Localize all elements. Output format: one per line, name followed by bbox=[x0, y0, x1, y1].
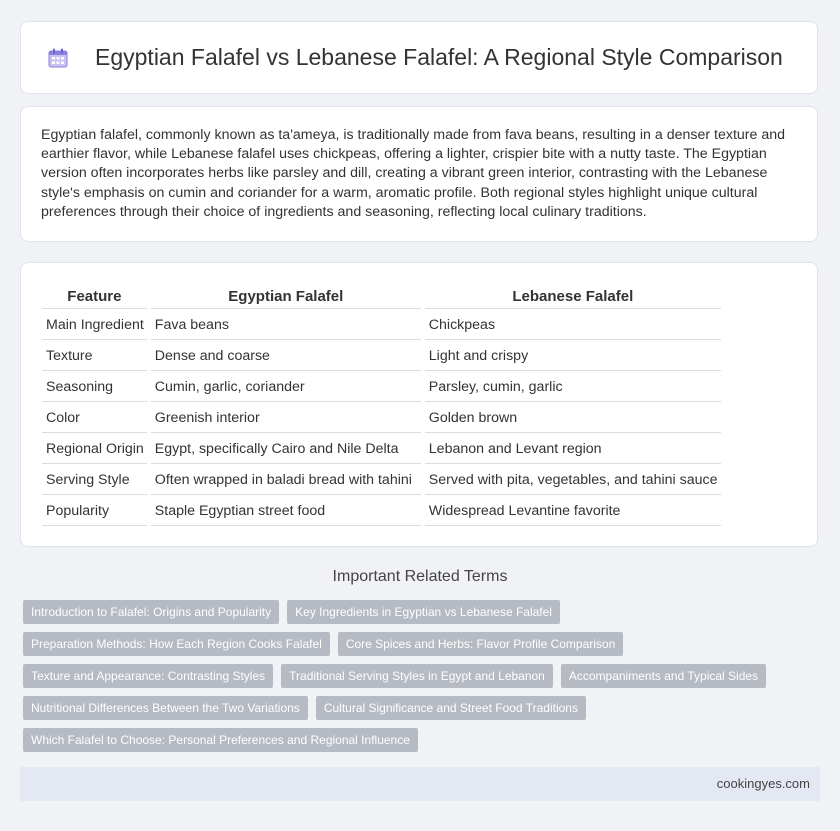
related-term-tag[interactable]: Which Falafel to Choose: Personal Preferences and Regional Influence bbox=[23, 728, 418, 752]
table-header-row bbox=[42, 284, 721, 309]
egyptian-cell: Cumin, garlic, coriander bbox=[151, 373, 421, 402]
tag-row bbox=[23, 728, 803, 752]
header-egyptian: Egyptian Falafel bbox=[151, 284, 421, 309]
comparison-table bbox=[38, 282, 725, 528]
table-row bbox=[42, 373, 721, 402]
egyptian-cell: Staple Egyptian street food bbox=[151, 497, 421, 526]
tag-row bbox=[23, 632, 803, 656]
table-row bbox=[42, 466, 721, 495]
related-term-tag[interactable]: Accompaniments and Typical Sides bbox=[561, 664, 766, 688]
related-term-tag[interactable]: Preparation Methods: How Each Region Cooks Falafel bbox=[23, 632, 330, 656]
egyptian-cell: Often wrapped in baladi bread with tahini bbox=[151, 466, 421, 495]
table-row bbox=[42, 497, 721, 526]
footer-site-link[interactable]: cookingyes.com bbox=[716, 776, 810, 791]
table-row bbox=[42, 342, 721, 371]
table-row bbox=[42, 311, 721, 340]
page-title: Egyptian Falafel vs Lebanese Falafel: A Regional Style Comparison bbox=[95, 44, 783, 70]
calendar-icon bbox=[47, 47, 69, 69]
lebanese-cell: Widespread Levantine favorite bbox=[425, 497, 721, 526]
feature-cell: Seasoning bbox=[42, 373, 147, 402]
header-lebanese: Lebanese Falafel bbox=[425, 284, 721, 309]
egyptian-cell: Fava beans bbox=[151, 311, 421, 340]
intro-card bbox=[20, 106, 818, 242]
related-term-tag[interactable]: Core Spices and Herbs: Flavor Profile Comparison bbox=[338, 632, 623, 656]
header-feature: Feature bbox=[42, 284, 147, 309]
intro-paragraph: Egyptian falafel, commonly known as ta'ameya, is traditionally made from fava beans, resulting in a denser texture and earthier flavor, while Lebanese falafel uses chickpeas, offering a lighter, crispier bite with a nutty taste. The Egyptian version often incorporates herbs like parsley and dill, creating a vibrant green interior, contrasting with the Lebanese style's emphasis on cumin and coriander for a warm, aromatic profile. Both regional styles highlight unique cultural preferences through their choice of ingredients and seasoning, reflecting local culinary traditions. bbox=[41, 127, 785, 220]
related-term-tag[interactable]: Cultural Significance and Street Food Traditions bbox=[316, 696, 586, 720]
related-terms-tags bbox=[23, 600, 803, 760]
egyptian-cell: Egypt, specifically Cairo and Nile Delta bbox=[151, 435, 421, 464]
related-term-tag[interactable]: Traditional Serving Styles in Egypt and Lebanon bbox=[281, 664, 553, 688]
tag-row bbox=[23, 664, 803, 688]
feature-cell: Popularity bbox=[42, 497, 147, 526]
lebanese-cell: Golden brown bbox=[425, 404, 721, 433]
lebanese-cell: Served with pita, vegetables, and tahini sauce bbox=[425, 466, 721, 495]
feature-cell: Serving Style bbox=[42, 466, 147, 495]
lebanese-cell: Chickpeas bbox=[425, 311, 721, 340]
table-row bbox=[42, 435, 721, 464]
lebanese-cell: Lebanon and Levant region bbox=[425, 435, 721, 464]
related-term-tag[interactable]: Texture and Appearance: Contrasting Styles bbox=[23, 664, 273, 688]
feature-cell: Main Ingredient bbox=[42, 311, 147, 340]
feature-cell: Color bbox=[42, 404, 147, 433]
feature-cell: Regional Origin bbox=[42, 435, 147, 464]
related-term-tag[interactable]: Introduction to Falafel: Origins and Popularity bbox=[23, 600, 279, 624]
egyptian-cell: Greenish interior bbox=[151, 404, 421, 433]
lebanese-cell: Light and crispy bbox=[425, 342, 721, 371]
tag-row bbox=[23, 696, 803, 720]
footer-bar bbox=[20, 767, 820, 801]
related-terms-title: Important Related Terms bbox=[332, 568, 508, 585]
table-row bbox=[42, 404, 721, 433]
related-term-tag[interactable]: Nutritional Differences Between the Two Variations bbox=[23, 696, 308, 720]
header-card bbox=[20, 21, 818, 94]
egyptian-cell: Dense and coarse bbox=[151, 342, 421, 371]
related-term-tag[interactable]: Key Ingredients in Egyptian vs Lebanese Falafel bbox=[287, 600, 560, 624]
lebanese-cell: Parsley, cumin, garlic bbox=[425, 373, 721, 402]
tag-row bbox=[23, 600, 803, 624]
feature-cell: Texture bbox=[42, 342, 147, 371]
comparison-card bbox=[20, 262, 818, 547]
